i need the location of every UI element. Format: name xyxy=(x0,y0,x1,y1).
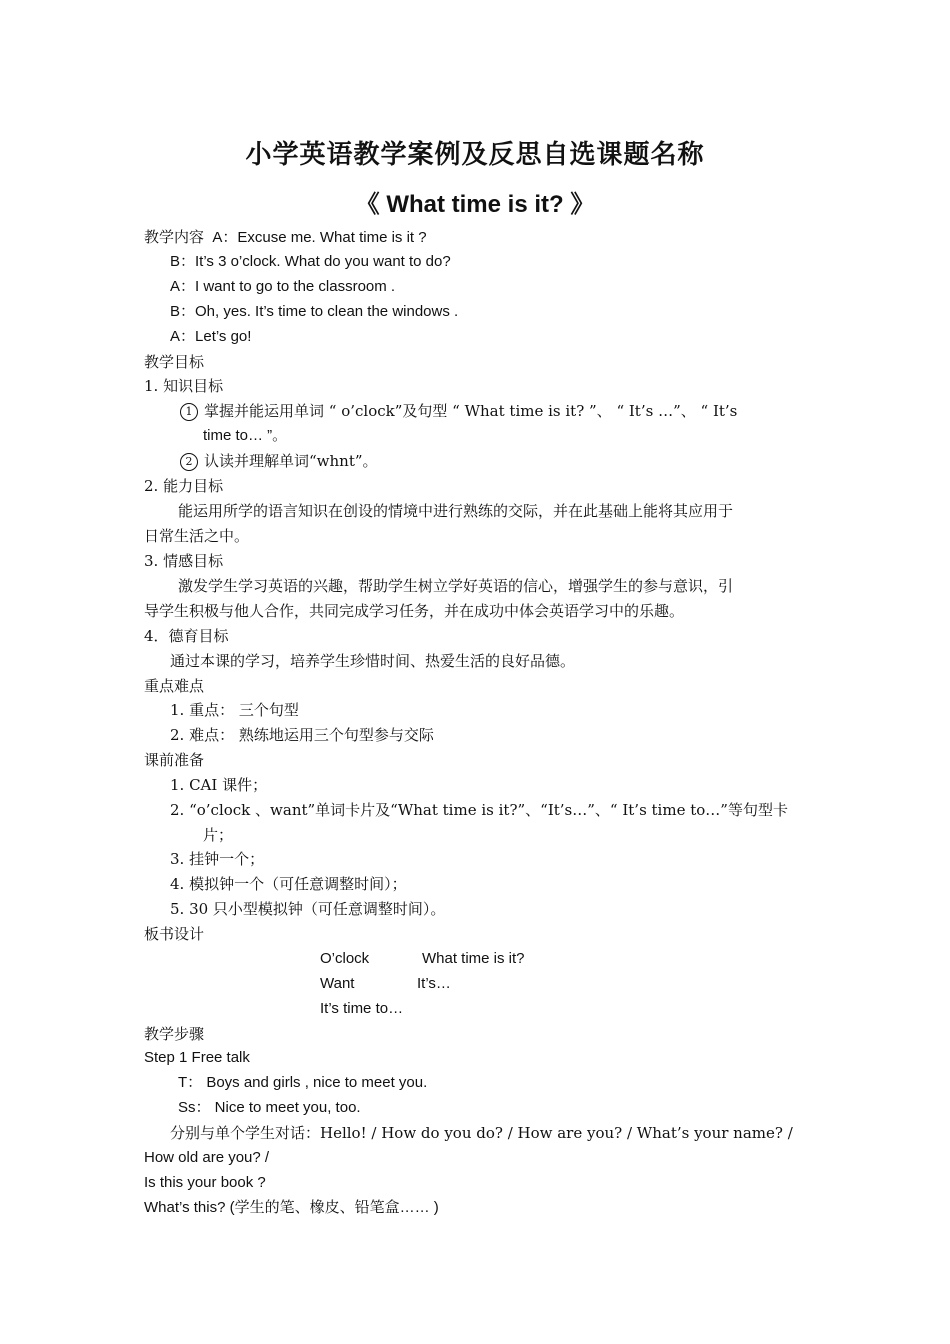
board-heading: 板书设计 xyxy=(144,925,205,943)
board-word: Want xyxy=(320,975,355,992)
content-heading: 教学内容 xyxy=(144,228,205,246)
ability-text: 能运用所学的语言知识在创设的情境中进行熟练的交际，并在此基础上能将其应用于 xyxy=(178,502,734,520)
lesson-title: 《 What time is it? 》 xyxy=(355,191,595,218)
key-point-item: 1. 重点： 三个句型 xyxy=(170,701,299,719)
step-text: What’s this? (学生的笔、橡皮、铅笔盒…… ) xyxy=(144,1199,439,1216)
preparation-heading: 课前准备 xyxy=(144,751,205,769)
key-points-heading: 重点难点 xyxy=(144,677,205,695)
ability-text: 日常生活之中。 xyxy=(144,527,250,545)
dialogue-line: B：It’s 3 o’clock. What do you want to do? xyxy=(170,253,451,270)
step-text: Is this your book ? xyxy=(144,1174,266,1191)
emotion-text: 激发学生学习英语的兴趣，帮助学生树立学好英语的信心，增强学生的参与意识，引 xyxy=(178,577,734,595)
objectives-heading: 教学目标 xyxy=(144,353,205,371)
board-sentence: It’s… xyxy=(417,975,451,992)
content-line-1 xyxy=(144,227,427,248)
emotion-text: 导学生积极与他人合作，共同完成学习任务，并在成功中体会英语学习中的乐趣。 xyxy=(144,602,685,620)
moral-heading: 4．德育目标 xyxy=(144,627,229,645)
moral-text: 通过本课的学习，培养学生珍惜时间、热爱生活的良好品德。 xyxy=(170,652,576,670)
emotion-heading: 3. 情感目标 xyxy=(144,552,224,570)
document-title: 小学英语教学案例及反思自选课题名称 xyxy=(245,140,705,170)
knowledge-item-2 xyxy=(180,451,378,471)
dialogue-line: A：Excuse me. What time is it ? xyxy=(212,229,427,246)
knowledge-item-1 xyxy=(180,401,737,421)
dialogue-line: B：Oh, yes. It’s time to clean the windows . xyxy=(170,303,459,320)
knowledge-item-text: 认读并理解单词“whnt”。 xyxy=(204,452,378,470)
preparation-item: 3. 挂钟一个； xyxy=(170,850,265,868)
preparation-item: 4. 模拟钟一个（可任意调整时间）； xyxy=(170,875,407,893)
preparation-item: 1. CAI 课件； xyxy=(170,776,268,794)
board-sentence: It’s time to… xyxy=(320,1000,404,1017)
knowledge-item-1-cont: time to… ”。 xyxy=(203,427,288,444)
step-title: Step 1 Free talk xyxy=(144,1049,250,1066)
preparation-item: 2. “o’clock 、want”单词卡片及“What time is it?”、“It’s…”、“ It’s time to…”等句型卡 xyxy=(170,801,788,819)
step-text: 分别与单个学生对话：Hello! / How do you do? / How are you? / What’s your name? / xyxy=(170,1124,793,1142)
step-dialogue: Ss： Nice to meet you, too. xyxy=(178,1099,361,1116)
board-sentence: What time is it? xyxy=(422,950,525,967)
knowledge-item-text: 掌握并能运用单词 “ o’clock”及句型 “ What time is it? ”、 “ It’s …”、 “ It’s xyxy=(204,402,738,420)
preparation-item-cont: 片； xyxy=(203,826,234,844)
preparation-item: 5. 30 只小型模拟钟（可任意调整时间）。 xyxy=(170,900,446,918)
key-point-item: 2. 难点： 熟练地运用三个句型参与交际 xyxy=(170,726,434,744)
steps-heading: 教学步骤 xyxy=(144,1025,205,1043)
knowledge-heading: 1. 知识目标 xyxy=(144,377,224,395)
circled-number: 1 xyxy=(180,403,198,421)
step-dialogue: T： Boys and girls , nice to meet you. xyxy=(178,1074,428,1091)
step-text: How old are you? / xyxy=(144,1149,270,1166)
circled-number: 2 xyxy=(180,453,198,471)
board-word: O’clock xyxy=(320,950,370,967)
dialogue-line: A：Let’s go! xyxy=(170,328,252,345)
dialogue-line: A：I want to go to the classroom . xyxy=(170,278,396,295)
ability-heading: 2. 能力目标 xyxy=(144,477,224,495)
